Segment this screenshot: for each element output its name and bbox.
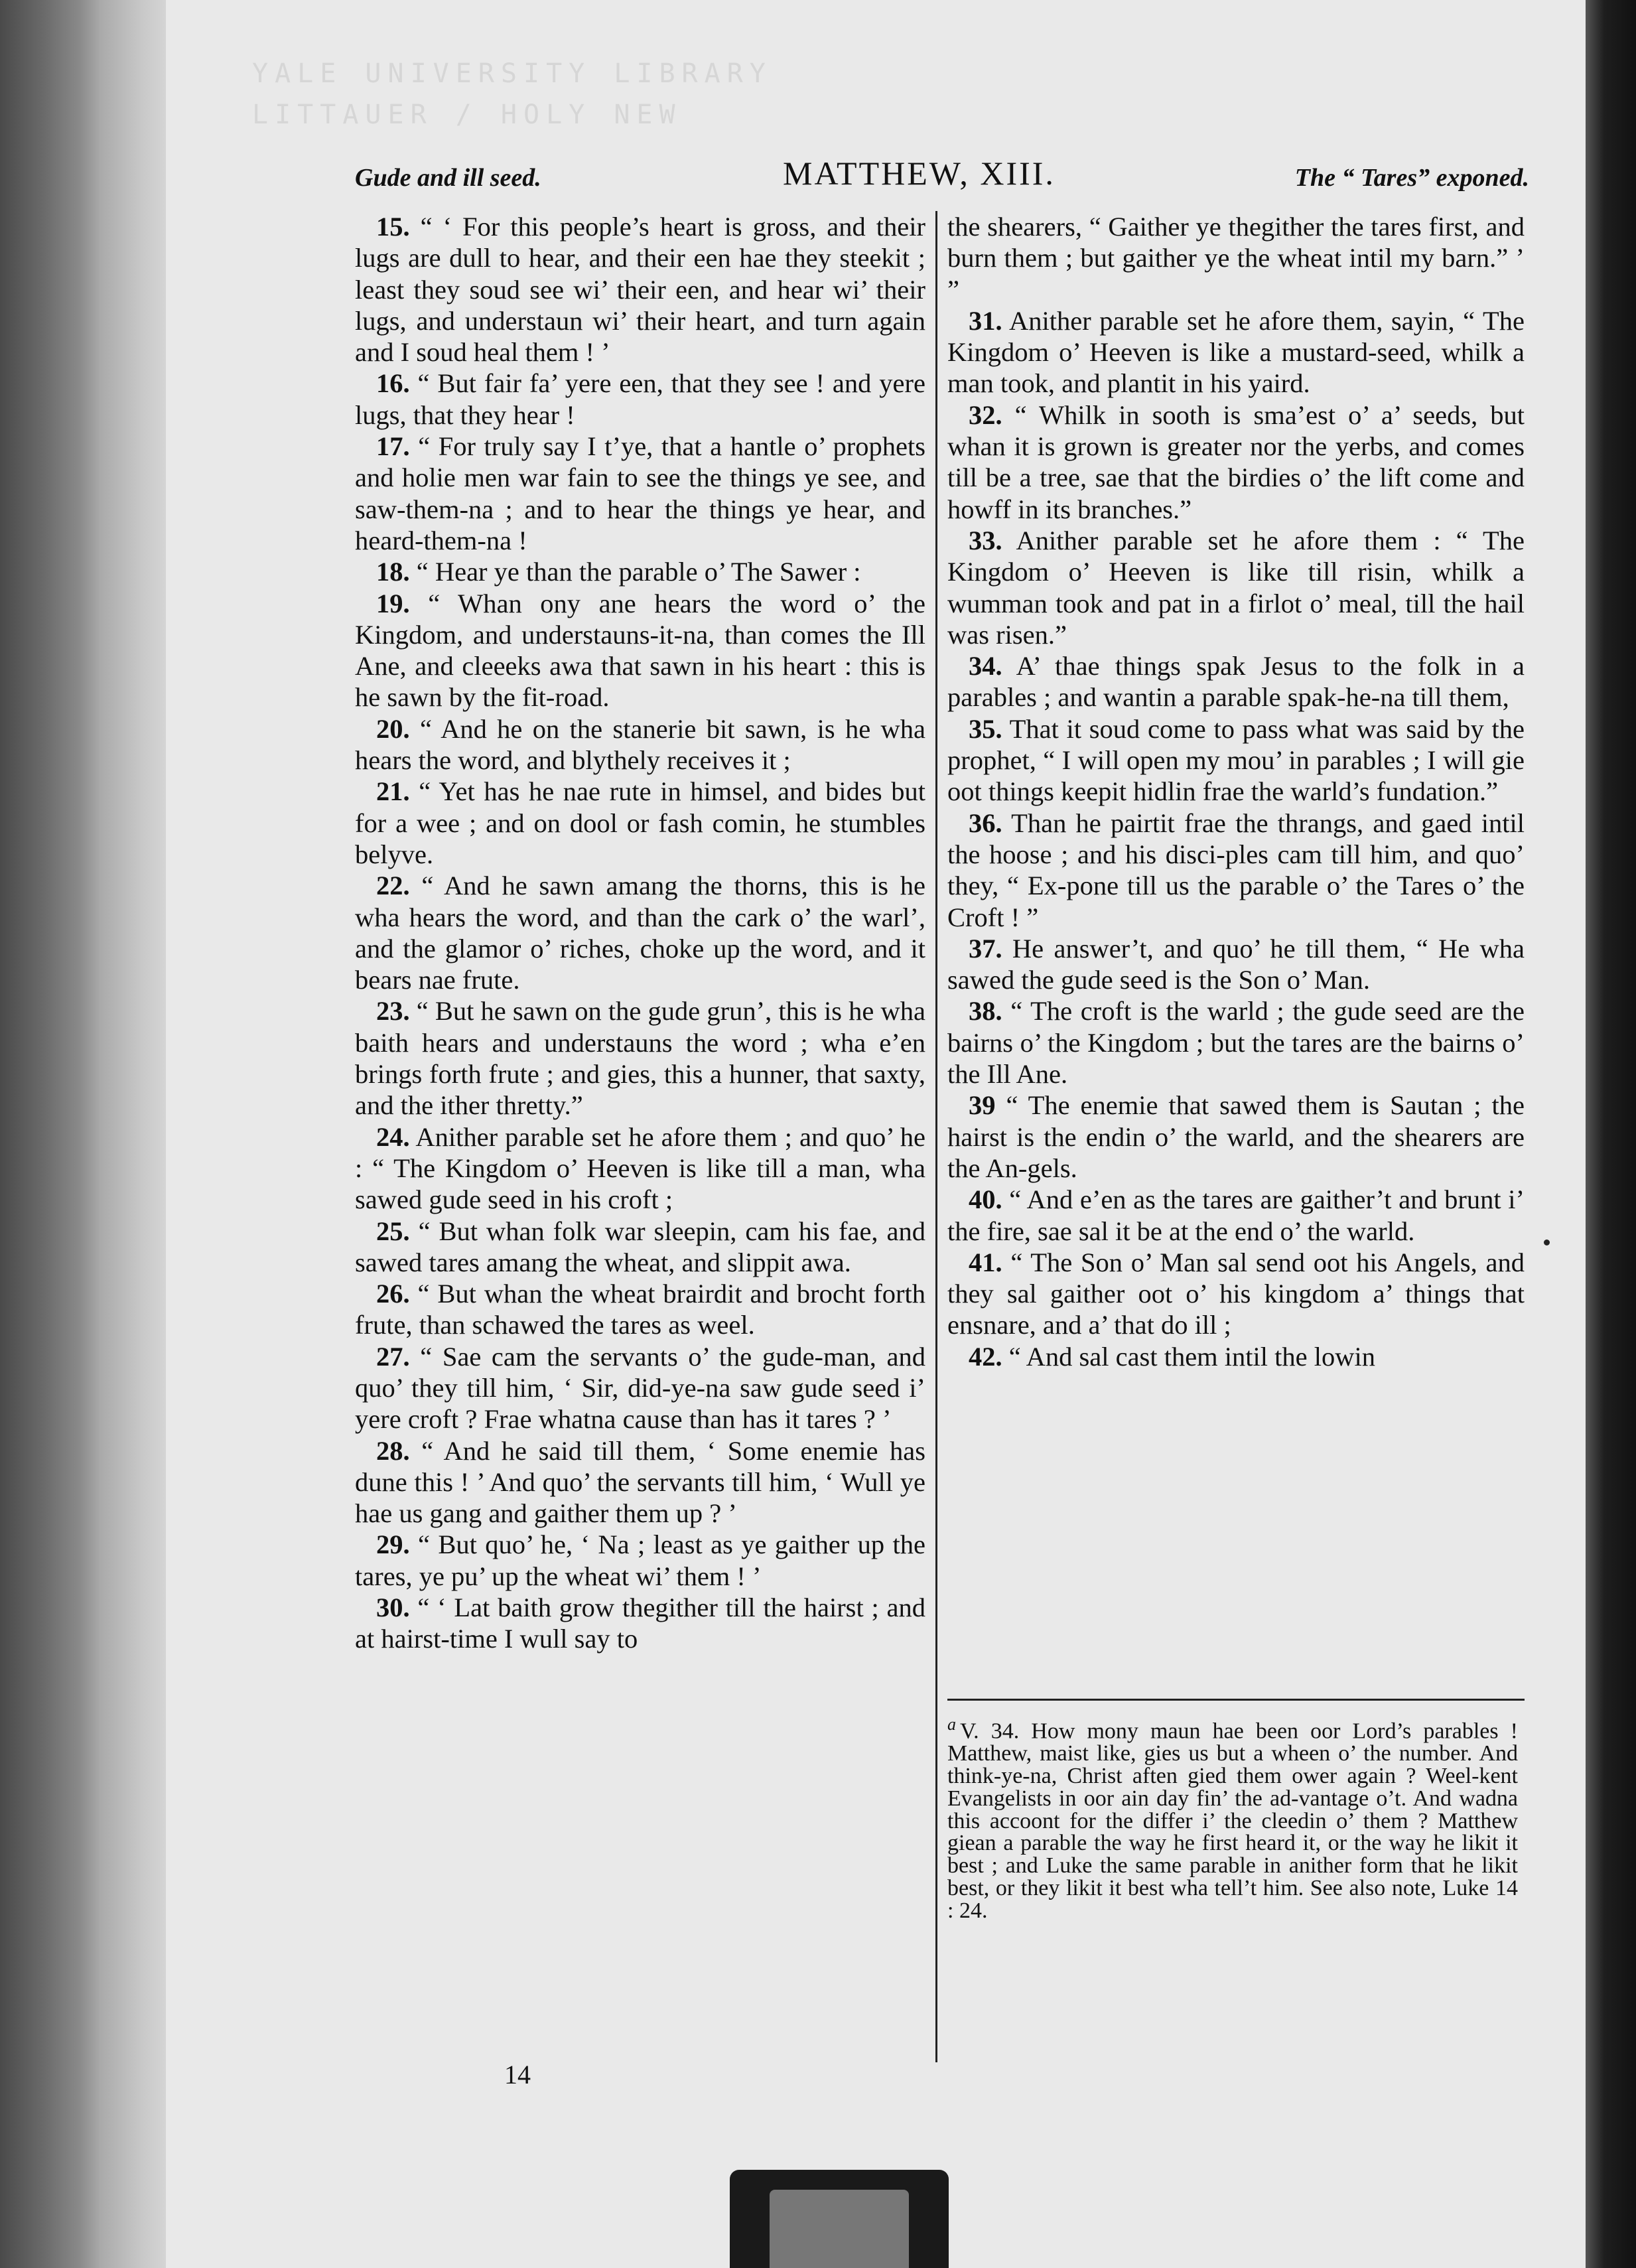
verse-number: 29. [376, 1529, 410, 1560]
verse-42 [947, 1341, 1525, 1372]
verse-number: 37. [969, 933, 1002, 963]
verse-17 [355, 431, 925, 556]
right-column [947, 211, 1525, 1372]
column-divider [935, 211, 937, 2062]
verse-text: “ The enemie that sawed them is Sautan ; the hairst is the endin o’ the warld, and the shearers are the An-gels. [947, 1090, 1525, 1183]
verse-41 [947, 1247, 1525, 1341]
verse-text: “ ‘ Lat baith grow thegither till the hairst ; and at hairst-time I wull say to [355, 1593, 925, 1654]
verse-number: 41. [969, 1247, 1002, 1277]
verse-18 [355, 556, 925, 587]
verse-26 [355, 1278, 925, 1341]
verse-text: That it soud come to pass what was said by the prophet, “ I will open my mou’ in parables ; I will gie oot things keepit hidlin frae the warld’s fundation.” [947, 713, 1525, 807]
verse-text: “ Whan ony ane hears the word o’ the Kingdom, and understauns-it-na, than comes the Ill Ane, and cleeeks awa that sawn in his heart : this is he sawn by the fit-road. [355, 588, 925, 713]
book-binding-left [0, 0, 100, 2268]
verse-number: 26. [376, 1279, 410, 1309]
verse-38 [947, 995, 1525, 1090]
verse-number: 35. [969, 713, 1002, 744]
verse-text: “ The croft is the warld ; the gude seed are the bairns o’ the Kingdom ; but the tares are the bairns o’ the Ill Ane. [947, 996, 1525, 1090]
running-head-left: Gude and ill seed. [355, 164, 541, 192]
verse-text: Than he pairtit frae the thrangs, and gaed intil the hoose ; and his disci-ples cam till him, and quo’ they, “ Ex-pone till us the parable o’ the Tares o’ the Croft ! ” [947, 808, 1525, 932]
verse-15 [355, 211, 925, 368]
verse-30 [355, 1592, 925, 1655]
verse-number: 33. [969, 525, 1002, 555]
left-column [355, 211, 925, 1655]
verse-text: “ Whilk in sooth is sma’est o’ a’ seeds, but whan it is grown is greater nor the yerbs, and comes till be a tree, sae that the birdies o’ the lift come and howff in its branches.” [947, 399, 1525, 524]
verse-number: 20. [376, 713, 410, 744]
verse-text: A’ thae things spak Jesus to the folk in a parables ; and wantin a parable spak-he-na till them, [947, 651, 1525, 713]
verse-text: He answer’t, and quo’ he till them, “ He wha sawed the gude seed is the Son o’ Man. [947, 933, 1525, 995]
verse-22 [355, 870, 925, 995]
verse-32 [947, 399, 1525, 525]
verse-25 [355, 1216, 925, 1279]
verse-37 [947, 933, 1525, 996]
verse-text: “ But quo’ he, ‘ Na ; least as ye gaither up the tares, ye pu’ up the wheat wi’ them ! ’ [355, 1529, 925, 1591]
page-clip-inner [770, 2190, 909, 2268]
verse-23 [355, 995, 925, 1121]
verse-text: “ ‘ For this people’s heart is gross, and their lugs are dull to hear, and their een hae they steekit ; least they soud see wi’ their een, and hear wi’ their lugs, and understaun wi’ their heart, and turn again and I soud heal them ! ’ [355, 212, 925, 368]
verse-number: 36. [969, 808, 1002, 838]
verse-text: Anither parable set he afore them : “ The Kingdom o’ Heeven is like till risin, whilk a wumman took and pat in a firlot o’ meal, till the hail was risen.” [947, 525, 1525, 650]
verse-34 [947, 650, 1525, 713]
verse-29 [355, 1529, 925, 1592]
verse-number: 25. [376, 1216, 410, 1246]
footnote-rule [947, 1699, 1525, 1701]
stamp-line-1: YALE UNIVERSITY LIBRARY [252, 58, 772, 89]
footnote-paragraph [947, 1713, 1518, 1922]
library-stamp [252, 53, 1015, 159]
verse-27 [355, 1341, 925, 1435]
running-head-right: The “ Tares” exponed. [1294, 164, 1529, 192]
verse-number: 17. [376, 431, 410, 462]
verse-number: 34. [969, 651, 1002, 681]
running-head-title: MATTHEW, XIII. [783, 155, 1056, 192]
verse-text: “ And he on the stanerie bit sawn, is he wha hears the word, and blythely receives it ; [355, 713, 925, 776]
verse-number: 42. [969, 1341, 1002, 1372]
verse-text: “ For truly say I t’ye, that a hantle o’ prophets and holie men war fain to see the things ye see, and saw-them-na ; and to hear the things ye hear, and heard-them-na ! [355, 431, 925, 555]
verse-number: 31. [969, 305, 1002, 336]
verse-number: 39 [969, 1090, 996, 1121]
verse-text: “ And he sawn amang the thorns, this is he wha hears the word, and than the cark o’ the warl’, and the glamor o’ riches, choke up the word, and it bears nae frute. [355, 871, 925, 995]
verse-21 [355, 776, 925, 870]
verse-40 [947, 1184, 1525, 1247]
verse-text: “ The Son o’ Man sal send oot his Angels, and they sal gaither oot o’ his kingdom a’ things that ensnare, and a’ that do ill ; [947, 1247, 1525, 1340]
page-number: 14 [504, 2060, 531, 2090]
verse-16 [355, 368, 925, 431]
verse-30-continuation: the shearers, “ Gaither ye thegither the tares first, and burn them ; but gaither ye the wheat intil my barn.” ’ ” [947, 212, 1525, 305]
verse-text: Anither parable set he afore them ; and quo’ he : “ The Kingdom o’ Heeven is like till a man, wha sawed gude seed in his croft ; [355, 1121, 925, 1215]
page-edge-shadow [100, 0, 172, 2268]
footnote [947, 1713, 1518, 1922]
footnote-text: V. 34. How mony maun hae been oor Lord’s parables ! Matthew, maist like, gies us but a wheen o’ the number. And think-ye-na, Christ aften gied them ower again ? Weel-kent Evangelists in oor ain day fin’ the ad-vantage o’t. And wadna this accoont for the differ i’ the cleedin o’ them ? Matthew giean a parable the way he first heard it, or the way he likit it best ; and Luke the same parable in anither form that he likit best, or they likit it best wha tell’t him. See also note, Luke 14 : 24. [947, 1719, 1518, 1923]
verse-number: 16. [376, 368, 410, 399]
verse-number: 40. [969, 1184, 1002, 1215]
verse-19 [355, 588, 925, 713]
verse-number: 24. [376, 1121, 410, 1152]
verse-number: 22. [376, 871, 410, 901]
verse-text: “ But whan the wheat brairdit and brocht forth frute, than schawed the tares as weel. [355, 1279, 925, 1340]
verse-number: 18. [376, 557, 410, 587]
verse-text: Anither parable set he afore them, sayin, “ The Kingdom o’ Heeven is like a mustard-seed, whilk a man took, and plantit in his yaird. [947, 305, 1525, 399]
verse-33 [947, 525, 1525, 650]
verse-24 [355, 1121, 925, 1216]
verse-text: “ Sae cam the servants o’ the gude-man, and quo’ they till him, ‘ Sir, did-ye-na saw gude seed i’ yere croft ? Frae whatna cause than has it tares ? ’ [355, 1341, 925, 1435]
verse-text: “ Yet has he nae rute in himsel, and bides but for a wee ; and on dool or fash comin, he stumbles belyve. [355, 776, 925, 869]
verse-text: “ And sal cast them intil the lowin [1002, 1341, 1376, 1372]
verse-28 [355, 1435, 925, 1529]
stamp-line-2: LITTAUER / HOLY NEW [252, 100, 682, 130]
verse-number: 23. [376, 996, 410, 1027]
scan-speck [1544, 1240, 1550, 1245]
verse-text: “ And e’en as the tares are gaither’t and brunt i’ the fire, sae sal it be at the end o’ the warld. [947, 1184, 1525, 1246]
footnote-marker: a [947, 1715, 956, 1734]
verse-number: 27. [376, 1341, 410, 1372]
verse-35 [947, 713, 1525, 808]
verse-31 [947, 305, 1525, 399]
verse-text: “ Hear ye than the parable o’ The Sawer : [409, 557, 861, 587]
verse-text: “ But fair fa’ yere een, that they see ! and yere lugs, that they hear ! [355, 368, 925, 430]
verse-number: 21. [376, 776, 410, 807]
verse-number: 19. [376, 588, 410, 618]
running-head [355, 154, 1529, 200]
book-cover-right [1583, 0, 1636, 2268]
verse-number: 15. [376, 212, 410, 242]
verse-text: “ But he sawn on the gude grun’, this is he wha baith hears and understauns the word ; wha e’en brings forth frute ; and gies, this a hunner, that saxty, and the ither thretty.” [355, 996, 925, 1121]
verse-number: 28. [376, 1435, 410, 1466]
verse-text: “ And he said till them, ‘ Some enemie has dune this ! ’ And quo’ the servants till him, ‘ Wull ye hae us gang and gaither them up ? ’ [355, 1435, 925, 1529]
verse-text: “ But whan folk war sleepin, cam his fae, and sawed tares amang the wheat, and slippit awa. [355, 1216, 925, 1277]
verse-number: 30. [376, 1593, 410, 1623]
verse-36 [947, 808, 1525, 933]
verse-number: 32. [969, 399, 1002, 430]
verse-20 [355, 713, 925, 776]
verse-39 [947, 1090, 1525, 1184]
verse-number: 38. [969, 996, 1002, 1027]
